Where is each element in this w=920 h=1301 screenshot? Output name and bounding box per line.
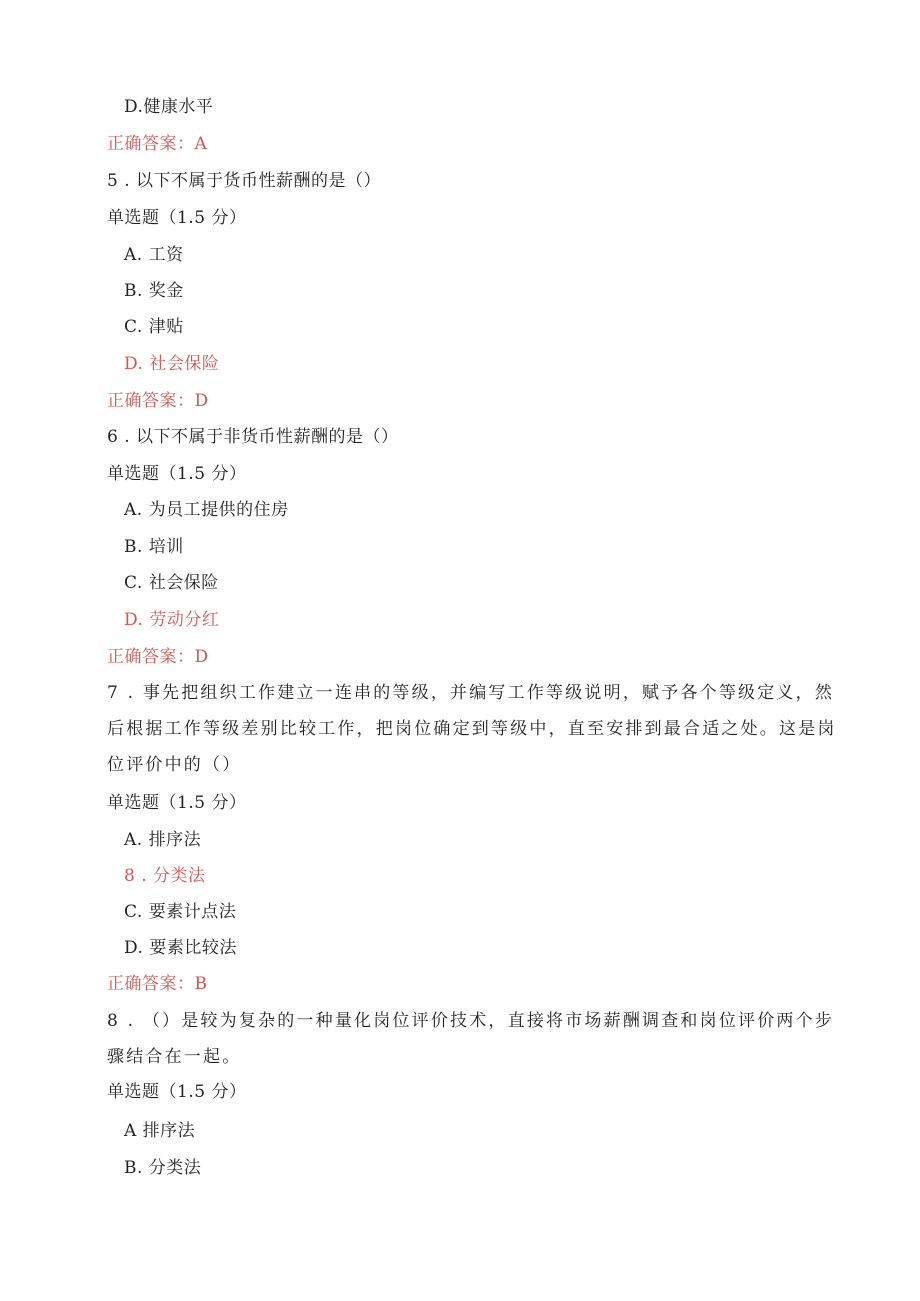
question-6-option-a: A. 为员工提供的住房 [124,500,289,520]
question-5-option-c: C. 津贴 [124,317,184,337]
question-5-option-b: B. 奖金 [124,281,184,301]
question-7-stem-line-3: 位评价中的（） [107,755,242,775]
question-8-type: 单选题（1.5 分） [107,1082,247,1102]
question-6-option-d: D. 劳动分红 [124,610,220,630]
question-8-stem [107,1011,835,1083]
question-7-answer: 正确答案：B [107,974,208,994]
question-7-stem-line-1: 7 . 事先把组织工作建立一连串的等级，并编写工作等级说明，赋予各个等级定义，然 [107,683,835,703]
question-8-option-b: B. 分类法 [124,1158,202,1178]
question-8-stem-line-2: 骤结合在一起。 [107,1047,242,1067]
question-7-option-d: D. 要素比较法 [124,938,237,958]
question-7-stem-line-2: 后根据工作等级差别比较工作，把岗位确定到等级中，直至安排到最合适之处。这是岗 [107,719,837,739]
question-5-option-d: D. 社会保险 [124,354,220,374]
question-6-type: 单选题（1.5 分） [107,464,247,484]
question-6-answer: 正确答案：D [107,647,209,667]
question-8-stem-line-1: 8 . （）是较为复杂的一种量化岗位评价技术，直接将市场薪酬调查和岗位评价两个步 [107,1011,835,1031]
question-5-stem: 5 . 以下不属于货币性薪酬的是（） [107,171,382,191]
question-5-option-a: A. 工资 [124,245,184,265]
question-5-type: 单选题（1.5 分） [107,208,247,228]
question-5-answer: 正确答案：D [107,391,209,411]
question-6-option-c: C. 社会保险 [124,573,219,593]
answer-previous: 正确答案：A [107,134,208,154]
question-6-stem: 6 . 以下不属于非货币性薪酬的是（） [107,427,399,447]
question-7-type: 单选题（1.5 分） [107,793,247,813]
question-7-stem [107,683,837,791]
question-7-option-a: A. 排序法 [124,830,202,850]
option-d-previous: D.健康水平 [124,97,214,117]
question-8-option-a: A 排序法 [124,1121,196,1141]
question-6-option-b: B. 培训 [124,537,184,557]
question-7-option-b: 8 . 分类法 [124,866,206,886]
question-7-option-c: C. 要素计点法 [124,902,237,922]
